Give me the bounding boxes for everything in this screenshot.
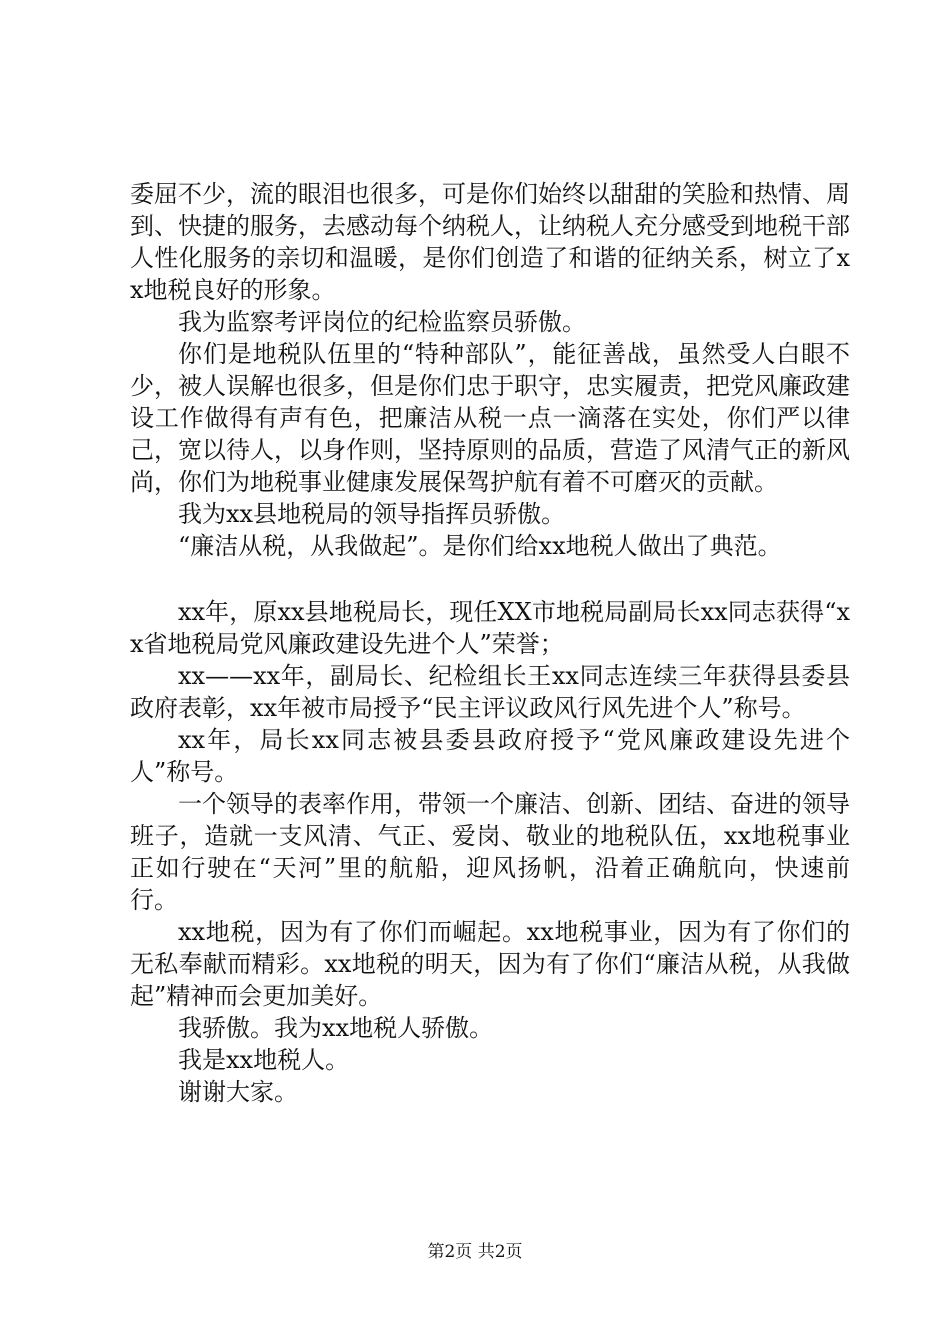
paragraph: 谢谢大家。 [178,1078,298,1106]
paragraph: xx——xx年，副局长、纪检组长王xx同志连续三年获得县委县政府表彰，xx年被市局授予“民主评议政风行风先进个人”称号。 [130,662,850,722]
paragraph: 一个领导的表率作用，带领一个廉洁、创新、团结、奋进的领导班子，造就一支风清、气正、爱岗、敬业的地税队伍，xx地税事业正如行驶在“天河”里的航船，迎风扬帆，沿着正确航向，快速前行。 [130,790,850,914]
body-text-lower [130,596,850,1108]
body-text-upper [130,178,850,562]
paragraph: xx年，原xx县地税局长，现任XX市地税局副局长xx同志获得“xx省地税局党风廉政建设先进个人”荣誉； [130,598,850,658]
paragraph: 你们是地税队伍里的“特种部队”，能征善战，虽然受人白眼不少，被人误解也很多，但是你们忠于职守，忠实履责，把党风廉政建设工作做得有声有色，把廉洁从税一点一滴落在实处，你们严以律己，宽以待人，以身作则，坚持原则的品质，营造了风清气正的新风尚，你们为地税事业健康发展保驾护航有着不可磨灭的贡献。 [130,340,850,496]
paragraph: xx地税，因为有了你们而崛起。xx地税事业，因为有了你们的无私奉献而精彩。xx地税的明天，因为有了你们“廉洁从税，从我做起”精神而会更加美好。 [130,918,850,1010]
paragraph: xx年，局长xx同志被县委县政府授予“党风廉政建设先进个人”称号。 [130,726,850,786]
paragraph: 我为xx县地税局的领导指挥员骄傲。 [178,500,566,528]
paragraph: 我是xx地税人。 [178,1046,350,1074]
paragraph: 委屈不少，流的眼泪也很多，可是你们始终以甜甜的笑脸和热情、周到、快捷的服务，去感动每个纳税人，让纳税人充分感受到地税干部人性化服务的亲切和温暖，是你们创造了和谐的征纳关系，树立了xx地税良好的形象。 [130,180,850,304]
page-number-footer: 第2页 共2页 [427,1242,523,1262]
paragraph: 我骄傲。我为xx地税人骄傲。 [178,1014,494,1042]
paragraph: “廉洁从税，从我做起”。是你们给xx地税人做出了典范。 [178,532,782,560]
paragraph: 我为监察考评岗位的纪检监察员骄傲。 [178,308,586,336]
